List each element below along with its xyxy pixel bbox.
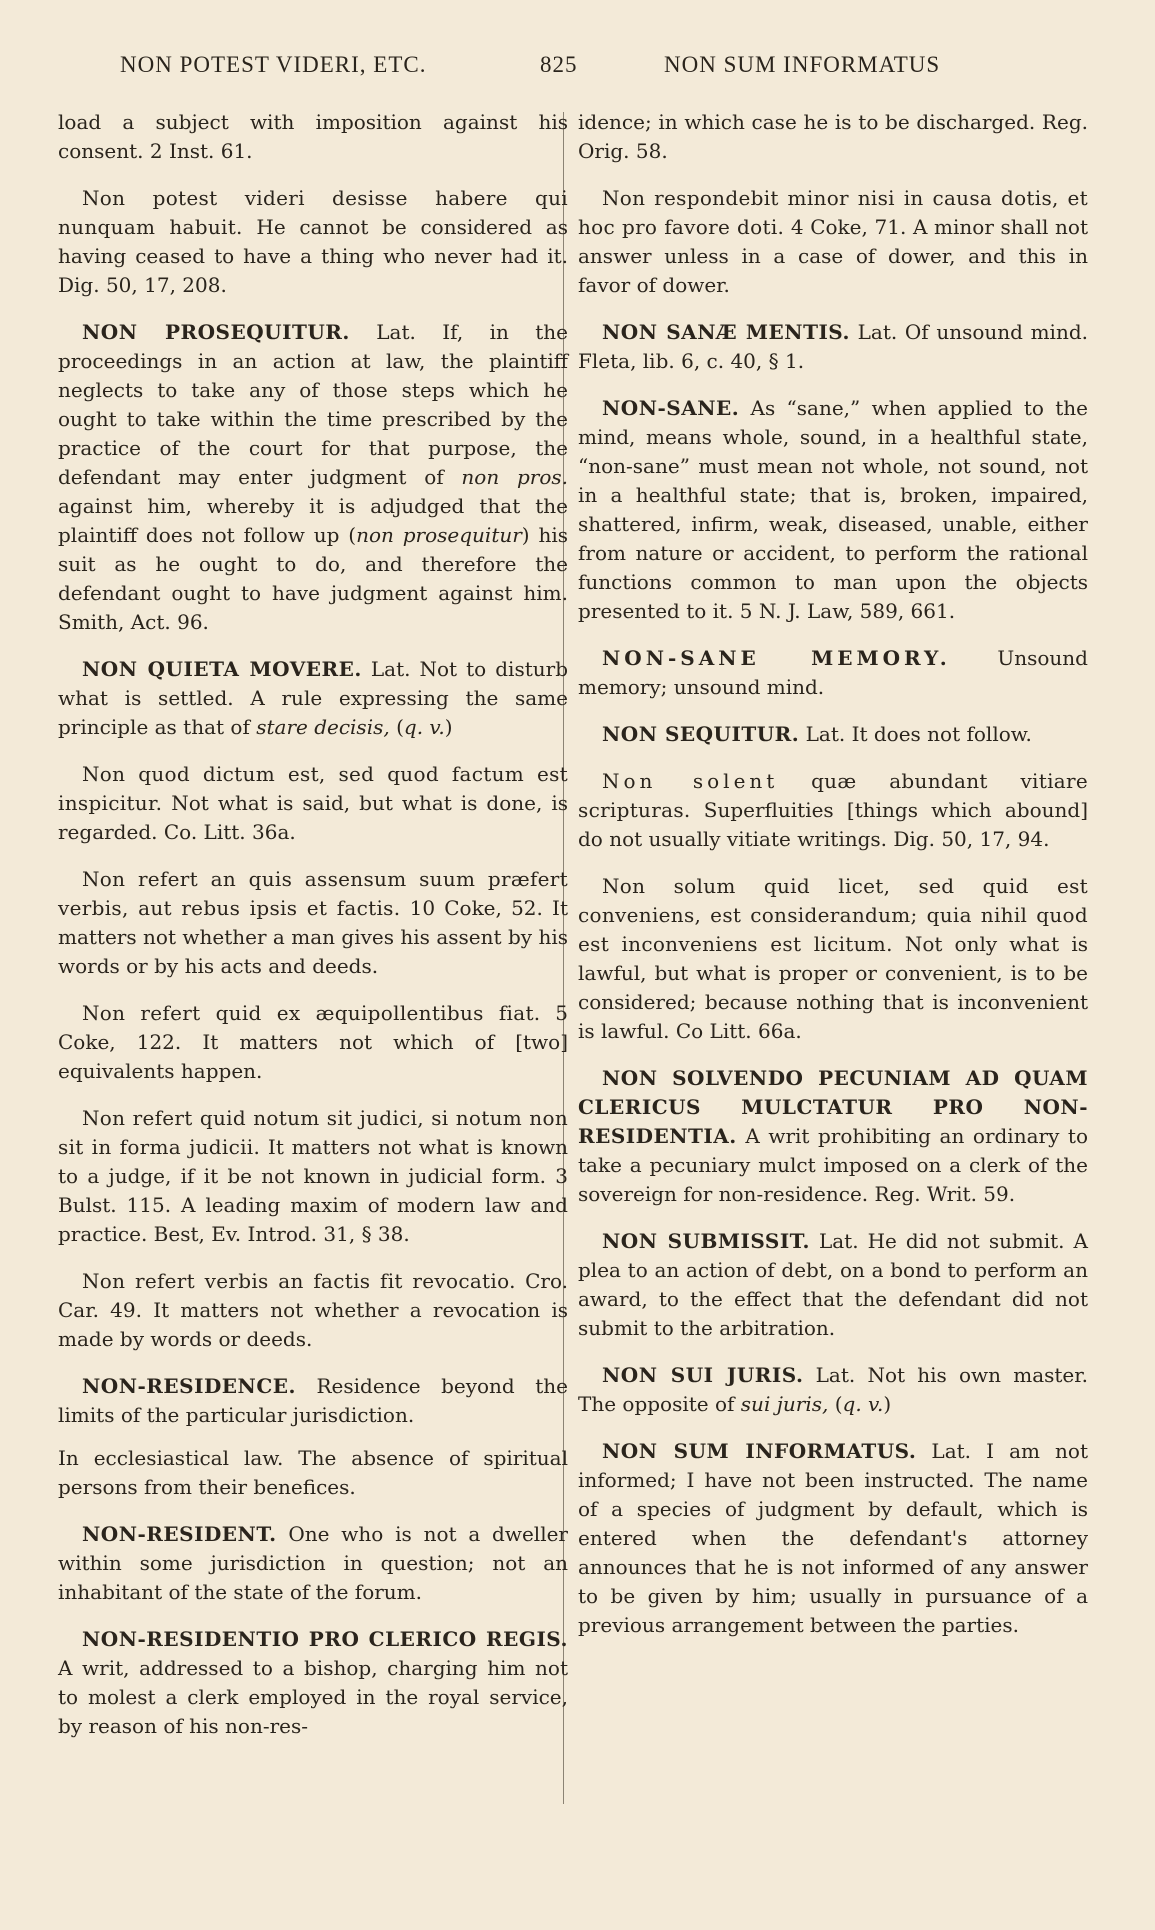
entry-continuation: idence; in which case he is to be discharged. Reg. Orig. 58.	[578, 110, 1088, 163]
maxim-heading: Non refert quid notum sit judici, si notum non sit in forma judicii.	[58, 1106, 568, 1159]
entry-heading: NON-RESIDENT.	[82, 1522, 277, 1546]
entry-maxim: Non solum quid licet, sed quid est conveniens, est considerandum; quia nihil quod est inconveniens est licitum. Not only what is lawful, but what is proper or convenient, is to be considered; because nothing that is inconvenient is lawful. Co Litt. 66a.	[578, 874, 1088, 1043]
entry-text: He cannot be considered as having ceased to have a thing who never had it. Dig. 50, 17, 208.	[58, 215, 568, 297]
entry-non-sane-memory: NON-SANE MEMORY. Unsound memory; unsound mind.	[578, 646, 1088, 699]
maxim-heading: Non potest videri desisse habere qui nunquam habuit.	[58, 186, 568, 239]
right-column	[578, 108, 1088, 1658]
entry-heading: NON SEQUITUR.	[602, 722, 800, 746]
entry-heading: NON-SANE MEMORY.	[602, 646, 951, 670]
entry-heading: NON SOLVENDO PECUNIAM AD QUAM CLERICUS MULCTATUR PRO NON-RESIDENTIA.	[578, 1066, 1088, 1148]
entry-maxim: Non solent quæ abundant vitiare scripturas. Superfluities [things which abound] do not usually vitiate writings. Dig. 50, 17, 94.	[578, 769, 1089, 851]
maxim-heading: Non respondebit minor nisi in causa dotis, et hoc pro favore doti.	[578, 186, 1088, 239]
entry-maxim: Non refert quid ex æquipollentibus fiat. 5 Coke, 122. It matters not which of [two] equivalents happen.	[58, 1001, 568, 1083]
entry-maxim: Non refert verbis an factis fit revocatio. Cro. Car. 49. It matters not whether a revocation is made by words or deeds.	[58, 1269, 568, 1351]
entry-heading: NON-RESIDENTIO PRO CLERICO REGIS.	[82, 1627, 568, 1651]
entry-continuation: load a subject with imposition against his consent. 2 Inst. 61.	[58, 110, 568, 163]
entry-non-solvendo-pecuniam: NON SOLVENDO PECUNIAM AD QUAM CLERICUS MULCTATUR PRO NON-RESIDENTIA. A writ prohibiting an ordinary to take a pecuniary mulct imposed on a clerk of the sovereign for non-residence. Reg. Writ. 59.	[578, 1066, 1088, 1206]
entry-heading: NON SUBMISSIT.	[602, 1229, 810, 1253]
left-column	[58, 108, 568, 1759]
entry-maxim	[58, 184, 568, 300]
maxim-heading: Non solum quid licet, sed quid est conveniens, est considerandum; quia nihil quod est inconveniens est licitum.	[578, 874, 1088, 956]
entry-maxim: Non respondebit minor nisi in causa dotis, et hoc pro favore doti. 4 Coke, 71. A minor shall not answer unless in a case of dower, and this in favor of dower.	[578, 186, 1089, 297]
page-number: 825	[540, 52, 578, 77]
entry-non-residentio-pro-clerico-regis: NON-RESIDENTIO PRO CLERICO REGIS. A writ, addressed to a bishop, charging him not to molest a clerk employed in the royal service, by reason of his non-res-	[58, 1627, 568, 1738]
entry-maxim: Non refert quid notum sit judici, si notum non sit in forma judicii. It matters not what is known to a judge, if it be not known in judicial form. 3 Bulst. 115. A leading maxim of modern law and practice. Best, Ev. Introd. 31, § 38.	[58, 1106, 568, 1246]
maxim-heading: Non quod dictum est, sed quod factum est inspicitur.	[58, 762, 568, 815]
entry-heading: NON-SANE.	[602, 396, 740, 420]
entry-heading: NON SUM INFORMATUS.	[602, 1439, 917, 1463]
entry-maxim: Non refert an quis assensum suum præfert verbis, aut rebus ipsis et factis. 10 Coke, 52. It matters not whether a man gives his assent by his words or by his acts and deeds.	[58, 867, 568, 978]
entry-maxim: Non quod dictum est, sed quod factum est inspicitur. Not what is said, but what is done, is regarded. Co. Litt. 36a.	[58, 762, 568, 844]
entry-non-submissit: NON SUBMISSIT. Lat. He did not submit. A plea to an action of debt, on a bond to perform an award, to the effect that the defendant did not submit to the arbitration.	[578, 1229, 1088, 1340]
entry-heading: NON QUIETA MOVERE.	[82, 657, 362, 681]
entry-heading: NON SUI JURIS.	[602, 1363, 804, 1387]
entry-non-sanae-mentis: NON SANÆ MENTIS. Lat. Of unsound mind. Fleta, lib. 6, c. 40, § 1.	[578, 320, 1088, 373]
running-header	[60, 52, 1090, 92]
entry-non-residence-ecclesiastical: In ecclesiastical law. The absence of spiritual persons from their benefices.	[58, 1446, 568, 1499]
entry-heading: NON-RESIDENCE.	[82, 1374, 296, 1398]
entry-non-prosequitur: NON PROSEQUITUR. Lat. If, in the proceedings in an action at law, the plaintiff neglects to take any of those steps which he ought to take within the time prescribed by the practice of the court for that purpose, the defendant may enter judgment of non pros. against him, whereby it is adjudged that the plaintiff does not follow up (non prosequitur) his suit as he ought to do, and therefore the defendant ought to have judgment against him. Smith, Act. 96.	[58, 320, 568, 634]
header-right-term: NON SUM INFORMATUS	[664, 52, 941, 77]
entry-heading: NON SANÆ MENTIS.	[602, 320, 850, 344]
entry-non-resident: NON-RESIDENT. One who is not a dweller within some jurisdiction in question; not an inhabitant of the state of the forum.	[58, 1522, 568, 1604]
entry-heading: NON PROSEQUITUR.	[82, 320, 350, 344]
header-left-term: NON POTEST VIDERI, ETC.	[120, 52, 427, 77]
entry-non-sui-juris: NON SUI JURIS. Lat. Not his own master. The opposite of sui juris, (q. v.)	[578, 1363, 1088, 1416]
maxim-heading: Non refert an quis assensum suum præfert verbis, aut rebus ipsis et factis.	[58, 867, 568, 920]
entry-non-sequitur: NON SEQUITUR. Lat. It does not follow.	[602, 722, 1032, 746]
entry-non-sum-informatus: NON SUM INFORMATUS. Lat. I am not informed; I have not been instructed. The name of a species of judgment by default, which is entered when the defendant's attorney announces that he is not informed of any answer to be given by him; usually in pursuance of a previous arrangement between the parties.	[578, 1439, 1088, 1637]
maxim-heading: Non refert quid ex æquipollentibus fiat.	[82, 1001, 541, 1025]
entry-non-residence: NON-RESIDENCE. Residence beyond the limits of the particular jurisdiction.	[58, 1374, 568, 1427]
entry-non-sane: NON-SANE. As “sane,” when applied to the mind, means whole, sound, in a healthful state, “non-sane” must mean not whole, not sound, not in a healthful state; that is, broken, impaired, shattered, infirm, weak, diseased, unable, either from nature or accident, to perform the rational functions common to man upon the objects presented to it. 5 N. J. Law, 589, 661.	[578, 396, 1088, 623]
entry-non-quieta-movere: NON QUIETA MOVERE. Lat. Not to disturb what is settled. A rule expressing the same principle as that of stare decisis, (q. v.)	[58, 657, 568, 739]
maxim-heading: Non refert verbis an factis fit revocatio.	[82, 1269, 516, 1293]
maxim-heading: Non solent	[602, 769, 779, 793]
